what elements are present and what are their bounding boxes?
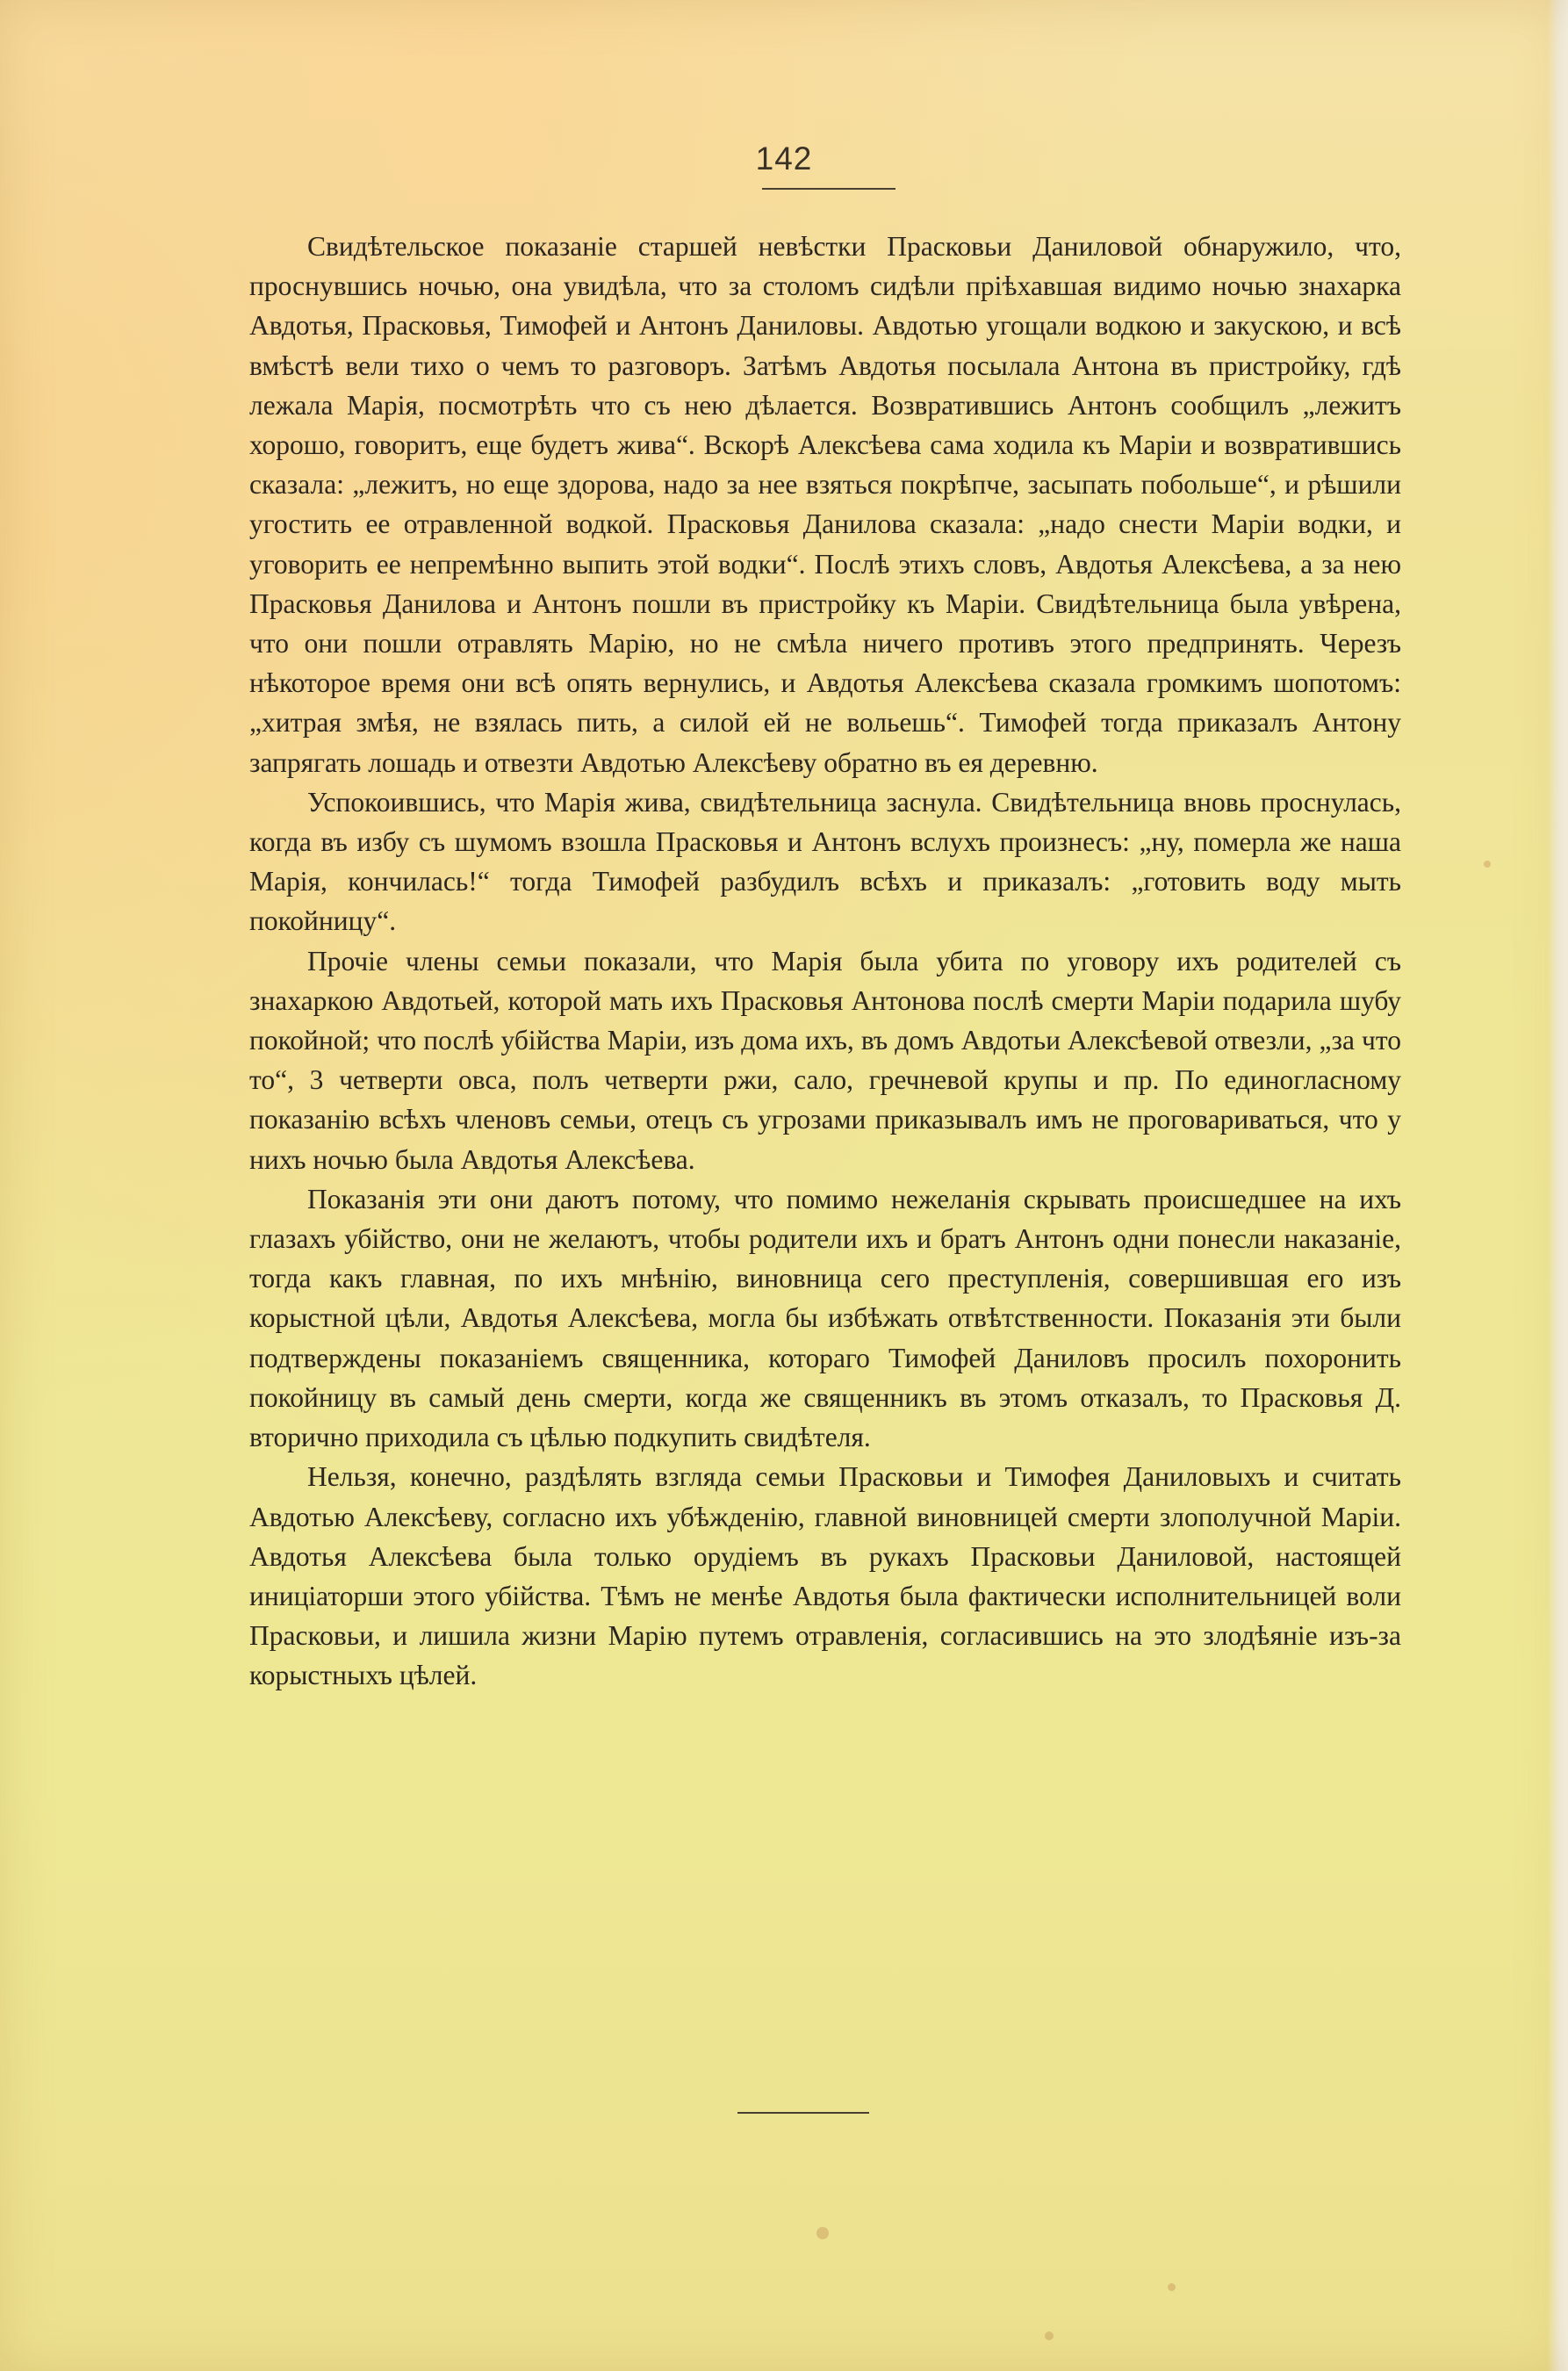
- paper-speck: [1045, 2331, 1054, 2340]
- paper-speck: [1168, 2283, 1176, 2291]
- paper-edge: [1547, 0, 1568, 2371]
- paper-speck: [1484, 861, 1491, 868]
- paragraph: Нельзя, конечно, раздѣлять взгляда семьи Прасковьи и Тимофея Даниловыхъ и считать Авдотью Алексѣеву, согласно ихъ убѣжденію, главной виновницей смерти злополучной Маріи. Авдотья Алексѣева была только орудіемъ въ рукахъ Прасковьи Даниловой, настоящей иниціаторши этого убійства. Тѣмъ не менѣе Авдотья была фактически исполнительницей воли Прасковьи, и лишила жизни Марію путемъ отравленія, согласившись на это злодѣяніе изъ-за корыстныхъ цѣлей.: [249, 1461, 1401, 1691]
- body-text: [249, 227, 1401, 1696]
- page-number: 142: [755, 141, 813, 177]
- paragraph: Показанія эти они даютъ потому, что помимо нежеланія скрывать происшедшее на ихъ глазахъ убійство, они не желаютъ, чтобы родители ихъ и братъ Антонъ одни понесли наказаніе, тогда какъ главная, по ихъ мнѣнію, виновница сего преступленія, совершившая его изъ корыстной цѣли, Авдотья Алексѣева, могла бы избѣжать отвѣтственности. Показанія эти были подтверждены показаніемъ священника, котораго Тимофей Даниловъ просилъ похоронить покойницу въ самый день смерти, когда же священникъ въ этомъ отказалъ, то Прасковья Д. вторично приходила съ цѣлью подкупить свидѣтеля.: [249, 1183, 1401, 1453]
- paper-speck: [816, 2227, 829, 2239]
- paragraph: Успокоившись, что Марія жива, свидѣтельница заснула. Свидѣтельница вновь проснулась, когда въ избу съ шумомъ взошла Прасковья и Антонъ вслухъ произнесъ: „ну, померла же наша Марія, кончилась!“ тогда Тимофей разбудилъ всѣхъ и приказалъ: „готовить воду мыть покойницу“.: [249, 786, 1401, 937]
- end-rule: [737, 2112, 869, 2114]
- page-number-rule: [762, 188, 895, 190]
- paragraph: Прочіе члены семьи показали, что Марія была убита по уговору ихъ родителей съ знахаркою Авдотьей, которой мать ихъ Прасковья Антонова послѣ смерти Маріи подарила шубу покойной; что послѣ убійства Маріи, изъ дома ихъ, въ домъ Авдотьи Алексѣевой отвезли, „за что то“, 3 четверти овса, полъ четверти ржи, сало, гречневой крупы и пр. По единогласному показанію всѣхъ членовъ семьи, отецъ съ угрозами приказывалъ имъ не проговариваться, что у нихъ ночью была Авдотья Алексѣева.: [249, 945, 1401, 1175]
- paragraph: Свидѣтельское показаніе старшей невѣстки Прасковьи Даниловой обнаружило, что, проснувшись ночью, она увидѣла, что за столомъ сидѣли пріѣхавшая видимо ночью знахарка Авдотья, Прасковья, Тимофей и Антонъ Даниловы. Авдотью угощали водкою и закускою, и всѣ вмѣстѣ вели тихо о чемъ то разговоръ. Затѣмъ Авдотья посылала Антона въ пристройку, гдѣ лежала Марія, посмотрѣть что съ нею дѣлается. Возвратившись Антонъ сообщилъ „лежитъ хорошо, говоритъ, еще будетъ жива“. Вскорѣ Алексѣева сама ходила къ Маріи и возвратившись сказала: „лежитъ, но еще здорова, надо за нее взяться покрѣпче, засыпать побольше“, и рѣшили угостить ее отравленной водкой. Прасковья Данилова сказала: „надо снести Маріи водки, и уговорить ее непремѣнно выпить этой водки“. Послѣ этихъ словъ, Авдотья Алексѣева, а за нею Прасковья Данилова и Антонъ пошли въ пристройку къ Маріи. Свидѣтельница была увѣрена, что они пошли отравлять Марію, но не смѣла ничего противъ этого предпринять. Черезъ нѣкоторое время они всѣ опять вернулись, и Авдотья Алексѣева сказала громкимъ шопотомъ: „хитрая змѣя, не взялась пить, а силой ей не вольешь“. Тимофей тогда приказалъ Антону запрягать лошадь и отвезти Авдотью Алексѣеву обратно въ ея деревню.: [249, 231, 1401, 778]
